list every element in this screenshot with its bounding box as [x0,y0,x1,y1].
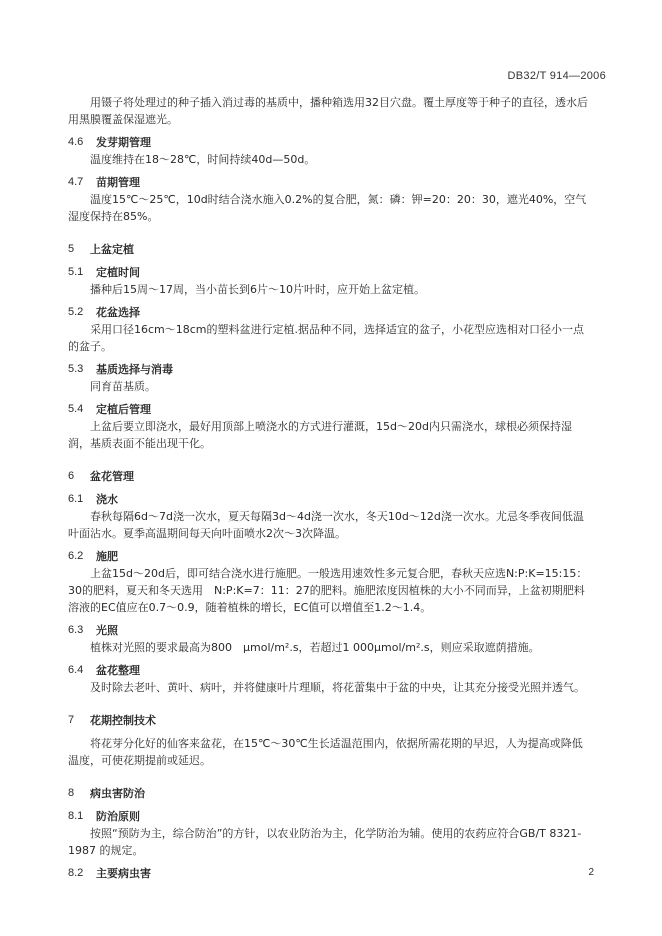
heading-title: 发芽期管理 [96,136,151,149]
heading-number: 5.4 [68,403,84,415]
heading-title: 定植时间 [96,266,140,279]
section-heading [68,491,592,508]
heading-title: 上盆定植 [90,243,134,256]
heading-number: 5.3 [68,363,84,375]
paragraph: 温度维持在18～28℃，时间持续40d—50d。 [90,153,316,166]
paragraph: 采用口径16cm～18cm的塑料盆进行定植.据品种不同，选择适宜的盆子，小花型应选相对口径小一点的盆子。 [68,323,585,353]
paragraph: 同育苗基质。 [90,380,156,393]
heading-title: 主要病虫害 [96,867,151,880]
heading-title: 病虫害防治 [90,787,145,800]
heading-title: 盆花管理 [90,470,134,483]
heading-number: 6.4 [68,664,84,676]
section-heading [68,174,592,191]
section-heading [68,134,592,151]
section-heading [68,548,592,565]
section-heading [68,401,592,418]
paragraph: 按照“预防为主，综合防治”的方针，以农业防治为主，化学防治为辅。使用的农药应符合GB/T 8321-1987 的规定。 [68,827,582,857]
paragraph: 将花芽分化好的仙客来盆花，在15℃～30℃生长适温范围内，依据所需花期的早迟，人为提高或降低温度，可使花期提前或延迟。 [68,737,583,767]
chapter-heading [68,241,592,258]
section-heading [68,264,592,281]
heading-number: 5.1 [68,266,84,278]
paragraph: 植株对光照的要求最高为800 μmol/m².s，若超过1 000μmol/m².s，则应采取遮荫措施。 [90,641,540,654]
paragraph: 温度15℃～25℃，10d时结合浇水施入0.2%的复合肥，氮：磷：钾=20：20：30，遮光40%，空气湿度保持在85%。 [68,193,587,223]
heading-title: 苗期管理 [96,176,140,189]
heading-title: 光照 [96,624,118,637]
heading-title: 定植后管理 [96,403,151,416]
document-body [68,94,592,882]
section-heading [68,808,592,825]
paragraph: 及时除去老叶、黄叶、病叶，并将健康叶片理顺，将花蕾集中于盆的中央，让其充分接受光照并透气。 [90,681,585,694]
heading-number: 4.6 [68,136,84,148]
paragraph: 春秋每隔6d～7d浇一次水，夏天每隔3d～4d浇一次水，冬天10d～12d浇一次水。尤忌冬季夜间低温叶面沾水。夏季高温期间每天向叶面喷水2次～3次降温。 [68,510,584,540]
heading-number: 7 [68,714,75,726]
heading-title: 防治原则 [96,810,140,823]
heading-number: 8 [68,787,75,799]
heading-number: 6 [68,470,75,482]
heading-number: 4.7 [68,176,84,188]
heading-number: 6.1 [68,493,84,505]
heading-title: 盆花整理 [96,664,140,677]
standard-code: DB32/T 914—2006 [507,70,606,82]
heading-title: 施肥 [96,550,118,563]
section-heading [68,865,592,882]
heading-number: 8.1 [68,810,84,822]
chapter-heading [68,712,592,729]
heading-number: 5 [68,243,75,255]
heading-number: 6.2 [68,550,84,562]
heading-title: 基质选择与消毒 [96,363,173,376]
heading-title: 花期控制技术 [90,714,156,727]
heading-number: 8.2 [68,867,84,879]
chapter-heading [68,468,592,485]
heading-number: 6.3 [68,624,84,636]
heading-title: 浇水 [96,493,118,506]
paragraph: 播种后15周～17周，当小苗长到6片～10片叶时，应开始上盆定植。 [90,283,425,296]
paragraph: 上盆15d～20d后，即可结合浇水进行施肥。一般选用速效性多元复合肥，春秋天应选N:P:K=15:15：30的肥料，夏天和冬天选用 N:P:K=7：11：27的肥料。施肥浓度因植株的大小不同而异，上盆初期肥料溶液的EC值应在0.7～0.9，随着植株的增长，EC值可以增值至1.2～1.4。 [68,567,588,614]
heading-title: 花盆选择 [96,306,140,319]
chapter-heading [68,785,592,802]
paragraph: 用镊子将处理过的种子插入消过毒的基质中，播种箱选用32目穴盘。覆土厚度等于种子的直径，透水后用黑膜覆盖保湿遮光。 [68,96,588,126]
section-heading [68,622,592,639]
section-heading [68,361,592,378]
paragraph: 上盆后要立即浇水，最好用顶部上喷浇水的方式进行灌溉，15d～20d内只需浇水，球根必须保持湿润，基质表面不能出现干化。 [68,420,572,450]
heading-number: 5.2 [68,306,84,318]
section-heading [68,662,592,679]
page-number: 2 [588,867,594,878]
section-heading [68,304,592,321]
